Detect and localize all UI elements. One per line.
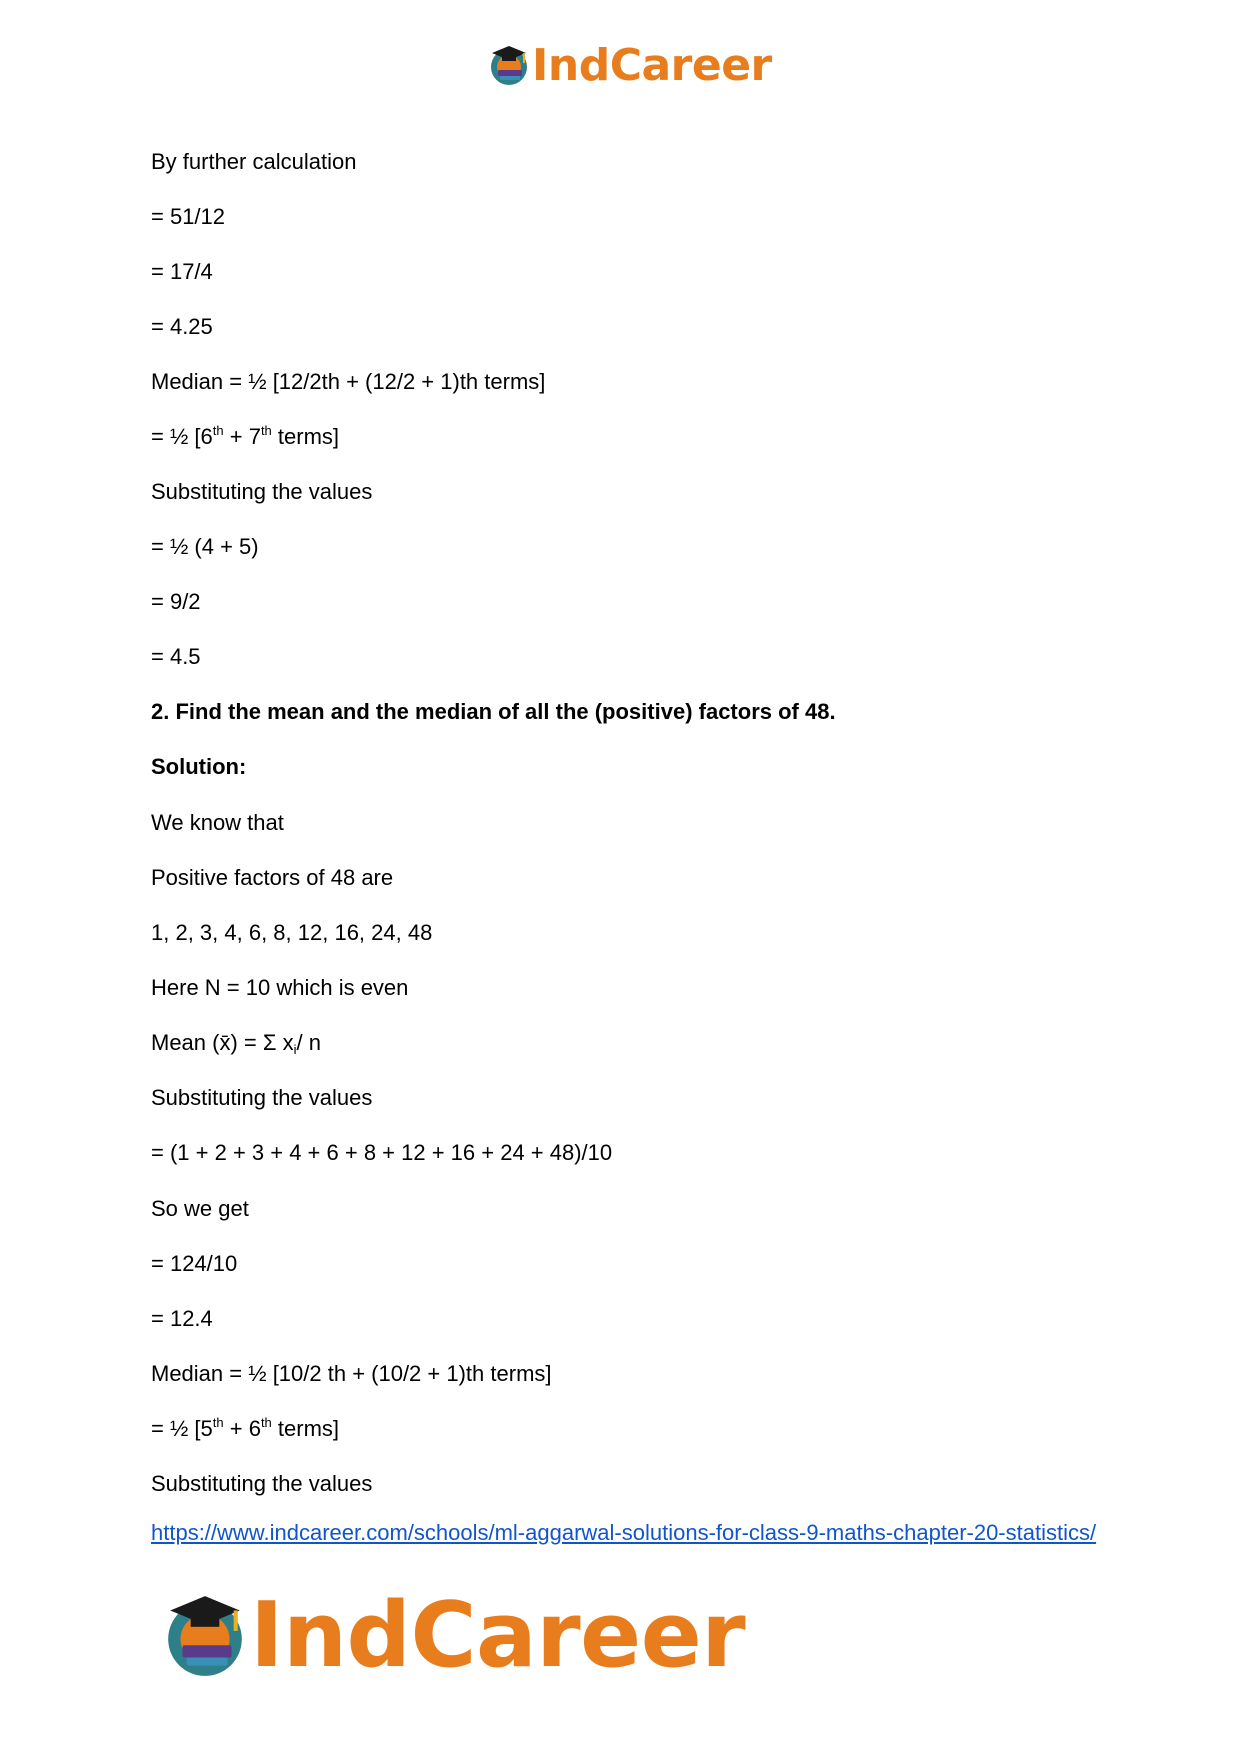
text-line: Mean (x̄) = Σ $x_i/$ n	[151, 1030, 321, 1057]
text-line: = 51/12	[151, 204, 226, 229]
solution-label: Solution:	[151, 754, 247, 779]
text-line: We know that	[151, 810, 284, 835]
text-line: So we get	[151, 1196, 249, 1221]
text-line: = 124/10	[151, 1251, 238, 1276]
text-line: Substituting the values	[151, 479, 373, 504]
graduation-cap-icon	[162, 1590, 248, 1680]
header-logo-text: IndCareer	[532, 39, 772, 91]
header-logo	[488, 40, 772, 90]
text-line: 1, 2, 3, 4, 6, 8, 12, 16, 24, 48	[151, 920, 433, 945]
text-line: = ½ [6th + 7th terms]	[151, 423, 340, 449]
text-line: Median = ½ [10/2 th + (10/2 + 1)th terms]	[151, 1361, 552, 1386]
text-line: Positive factors of 48 are	[151, 865, 394, 890]
text-line: = 4.5	[151, 644, 201, 669]
text-line: = ½ (4 + 5)	[151, 534, 259, 559]
text-line: Substituting the values	[151, 1471, 373, 1496]
text-line: By further calculation	[151, 149, 357, 174]
text-line: = 4.25	[151, 314, 213, 339]
graduation-cap-icon	[488, 43, 530, 87]
text-line: Median = ½ [12/2th + (12/2 + 1)th terms]	[151, 369, 546, 394]
text-line: = ½ [5th + 6th terms]	[151, 1415, 340, 1441]
source-url-link[interactable]: https://www.indcareer.com/schools/ml-aggarwal-solutions-for-class-9-maths-chapter-20-statistics/	[151, 1520, 1097, 1545]
text-line: Substituting the values	[151, 1085, 373, 1110]
text-line: = 9/2	[151, 589, 201, 614]
footer-logo	[162, 1582, 746, 1688]
text-line: = (1 + 2 + 3 + 4 + 6 + 8 + 12 + 16 + 24 + 48)/10	[151, 1140, 613, 1165]
text-line: = 17/4	[151, 259, 213, 284]
footer-logo-text: IndCareer	[250, 1582, 746, 1688]
question-heading: 2. Find the mean and the median of all the (positive) factors of 48.	[151, 699, 836, 724]
text-line: = 12.4	[151, 1306, 213, 1331]
text-line: Here N = 10 which is even	[151, 975, 409, 1000]
